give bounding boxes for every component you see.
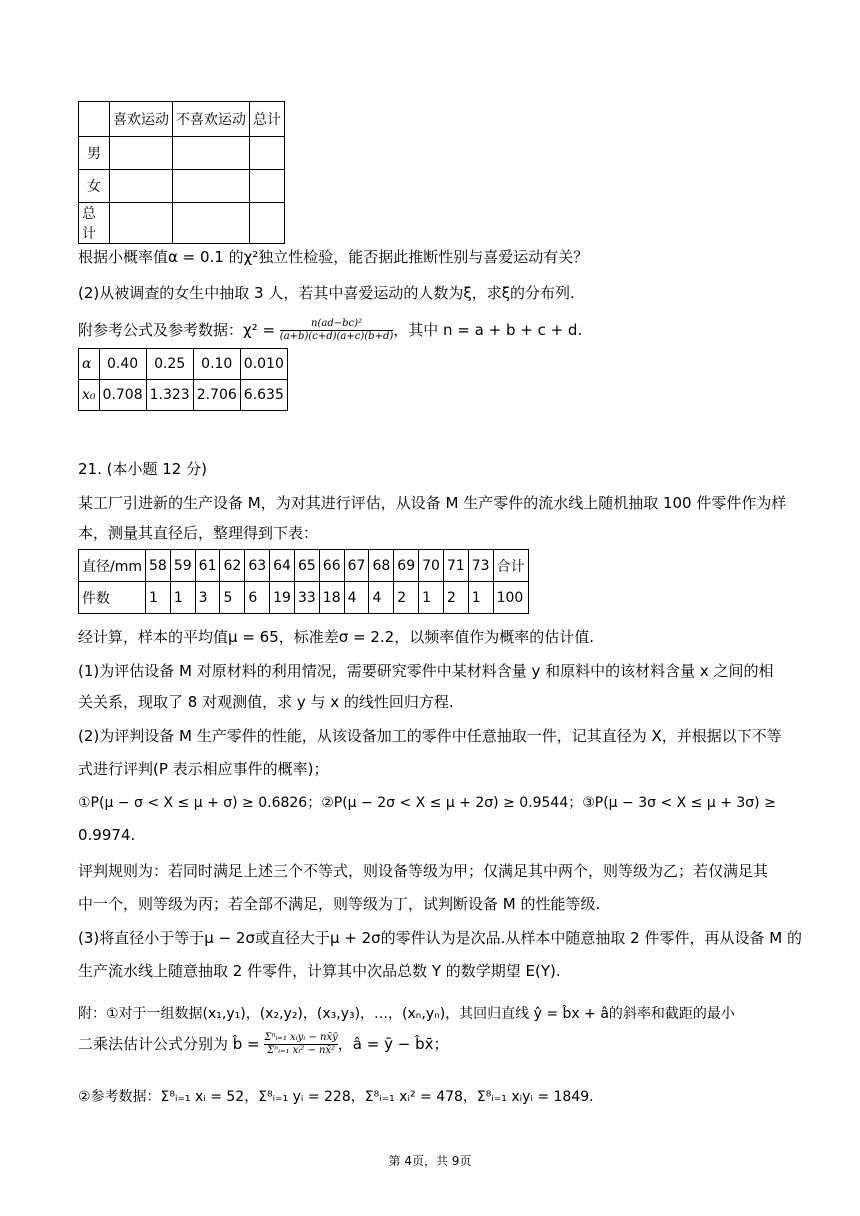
- table-cell: 71: [443, 550, 468, 582]
- table-cell: 1: [468, 582, 493, 614]
- table-cell: 4: [369, 582, 394, 614]
- table-cell: 66: [319, 550, 344, 582]
- table-cell: [110, 170, 173, 203]
- table-cell: 33: [294, 582, 319, 614]
- table-cell: [110, 203, 173, 244]
- table-cell: 0.010: [240, 349, 287, 380]
- table-cell: 喜欢运动: [110, 102, 173, 137]
- table-cell: 0.40: [99, 349, 146, 380]
- table-cell: 0.10: [193, 349, 240, 380]
- table-cell: 73: [468, 550, 493, 582]
- table-cell: 59: [170, 550, 195, 582]
- table-cell: 总计: [250, 102, 285, 137]
- reference-formula: [78, 318, 582, 343]
- question-20-part-2: (2)从被调查的女生中抽取 3 人，若其中喜爱运动的人数为ξ，求ξ的分布列.: [78, 284, 575, 302]
- fraction-numerator: Σⁿᵢ₌₁ xᵢyᵢ − nx̄ȳ: [264, 1032, 338, 1043]
- question-21-title: 21. (本小题 12 分): [78, 460, 207, 478]
- table-cell: 68: [369, 550, 394, 582]
- part-3: 生产流水线上随意抽取 2 件零件，计算其中次品总数 Y 的数学期望 E(Y).: [78, 962, 561, 980]
- part-1: (1)为评估设备 M 对原材料的利用情况，需要研究零件中某材料含量 y 和原料中的该材料含量 x 之间的相: [78, 662, 774, 680]
- table-cell: [79, 102, 110, 137]
- table-cell: 69: [394, 550, 419, 582]
- table-cell: 女: [79, 170, 110, 203]
- table-cell: 3: [195, 582, 220, 614]
- table-cell: 64: [270, 550, 295, 582]
- table-cell: [173, 137, 250, 170]
- table-cell: [250, 170, 285, 203]
- table-cell: 19: [270, 582, 295, 614]
- fraction-denominator: Σⁿᵢ₌₁ xᵢ² − nx̄²: [264, 1044, 337, 1057]
- table-cell: 62: [220, 550, 245, 582]
- question-21-intro: 本，测量其直径后，整理得到下表：: [78, 524, 319, 542]
- table-cell: 1: [146, 582, 171, 614]
- table-cell: 2: [443, 582, 468, 614]
- table-cell: [173, 170, 250, 203]
- independence-question: 根据小概率值α = 0.1 的χ²独立性检验，能否据此推断性别与喜爱运动有关？: [78, 248, 589, 266]
- formula-suffix: ，其中 n = a + b + c + d.: [393, 321, 583, 339]
- reference-data: ②参考数据：Σ⁸ᵢ₌₁ xᵢ = 52，Σ⁸ᵢ₌₁ yᵢ = 228，Σ⁸ᵢ₌₁ xᵢ² = 478，Σ⁸ᵢ₌₁ xᵢyᵢ = 1849.: [78, 1089, 594, 1105]
- table-cell: 1.323: [146, 380, 193, 411]
- chi-square-fraction: [280, 318, 393, 343]
- table-cell: 67: [344, 550, 369, 582]
- table-cell: 63: [245, 550, 270, 582]
- slope-fraction: [264, 1032, 337, 1057]
- gender-sport-table: [78, 101, 285, 244]
- table-cell: 100: [493, 582, 528, 614]
- table-cell: 70: [419, 550, 444, 582]
- fraction-numerator: n(ad−bc)²: [311, 318, 363, 329]
- table-cell: 总计: [79, 203, 110, 244]
- inequalities: 0.9974.: [78, 826, 136, 844]
- table-cell: 0.25: [146, 349, 193, 380]
- table-cell: 65: [294, 550, 319, 582]
- table-cell: 直径/mm: [79, 550, 146, 582]
- table-cell: 61: [195, 550, 220, 582]
- table-cell: α: [79, 349, 100, 380]
- inequalities: ①P(μ − σ < X ≤ μ + σ) ≥ 0.6826；②P(μ − 2σ < X ≤ μ + 2σ) ≥ 0.9544；③P(μ − 3σ < X ≤ μ + 3σ) ≥: [78, 795, 776, 811]
- least-squares-formula: [78, 1032, 448, 1057]
- table-cell: 2: [394, 582, 419, 614]
- table-cell: 4: [344, 582, 369, 614]
- part-1: 关关系，现取了 8 对观测值，求 y 与 x 的线性回归方程.: [78, 693, 454, 711]
- table-cell: 6: [245, 582, 270, 614]
- grading-rules: 中一个，则等级为丙；若全部不满足，则等级为丁，试判断设备 M 的性能等级.: [78, 895, 601, 913]
- part-2: (2)为评判设备 M 生产零件的性能，从该设备加工的零件中任意抽取一件，记其直径为 X，并根据以下不等: [78, 727, 782, 745]
- fraction-denominator: (a+b)(c+d)(a+c)(b+d): [279, 331, 394, 342]
- table-cell: [110, 137, 173, 170]
- grading-rules: 评判规则为：若同时满足上述三个不等式，则设备等级为甲；仅满足其中两个，则等级为乙；若仅满足其: [78, 862, 769, 880]
- table-cell: 1: [419, 582, 444, 614]
- part-3: (3)将直径小于等于μ − 2σ或直径大于μ + 2σ的零件认为是次品.从样本中随意抽取 2 件零件，再从设备 M 的: [78, 929, 802, 947]
- table-cell: 不喜欢运动: [173, 102, 250, 137]
- table-cell: 男: [79, 137, 110, 170]
- sample-statistics: 经计算，样本的平均值μ = 65，标准差σ = 2.2，以频率值作为概率的估计值.: [78, 628, 594, 646]
- table-cell: 件数: [79, 582, 146, 614]
- table-cell: 2.706: [193, 380, 240, 411]
- formula-prefix: 附参考公式及参考数据：χ² =: [78, 321, 280, 339]
- table-cell: 1: [170, 582, 195, 614]
- table-cell: 合计: [493, 550, 528, 582]
- part-2: 式进行评判(P 表示相应事件的概率)；: [78, 760, 329, 778]
- table-cell: 18: [319, 582, 344, 614]
- table-cell: [250, 203, 285, 244]
- diameter-table: [78, 549, 529, 614]
- question-21-intro: 某工厂引进新的生产设备 M，为对其进行评估，从设备 M 生产零件的流水线上随机抽取 100 件零件作为样: [78, 494, 787, 512]
- page-footer: 第 4页，共 9页: [388, 1154, 472, 1168]
- table-cell: x₀: [79, 380, 100, 411]
- table-cell: 58: [146, 550, 171, 582]
- table-cell: 5: [220, 582, 245, 614]
- table-cell: 6.635: [240, 380, 287, 411]
- appendix-note: 附：①对于一组数据(x₁,y₁)，(x₂,y₂)，(x₃,y₃)，…，(xₙ,yₙ)，其回归直线 ŷ = b̂x + â的斜率和截距的最小: [78, 1006, 735, 1022]
- table-cell: [250, 137, 285, 170]
- table-cell: [173, 203, 250, 244]
- table-cell: 0.708: [99, 380, 146, 411]
- critical-value-table: [78, 348, 288, 411]
- formula-suffix: ，â = ȳ − b̂x̄；: [337, 1035, 449, 1053]
- formula-prefix: 二乘法估计公式分别为 b̂ =: [78, 1035, 265, 1053]
